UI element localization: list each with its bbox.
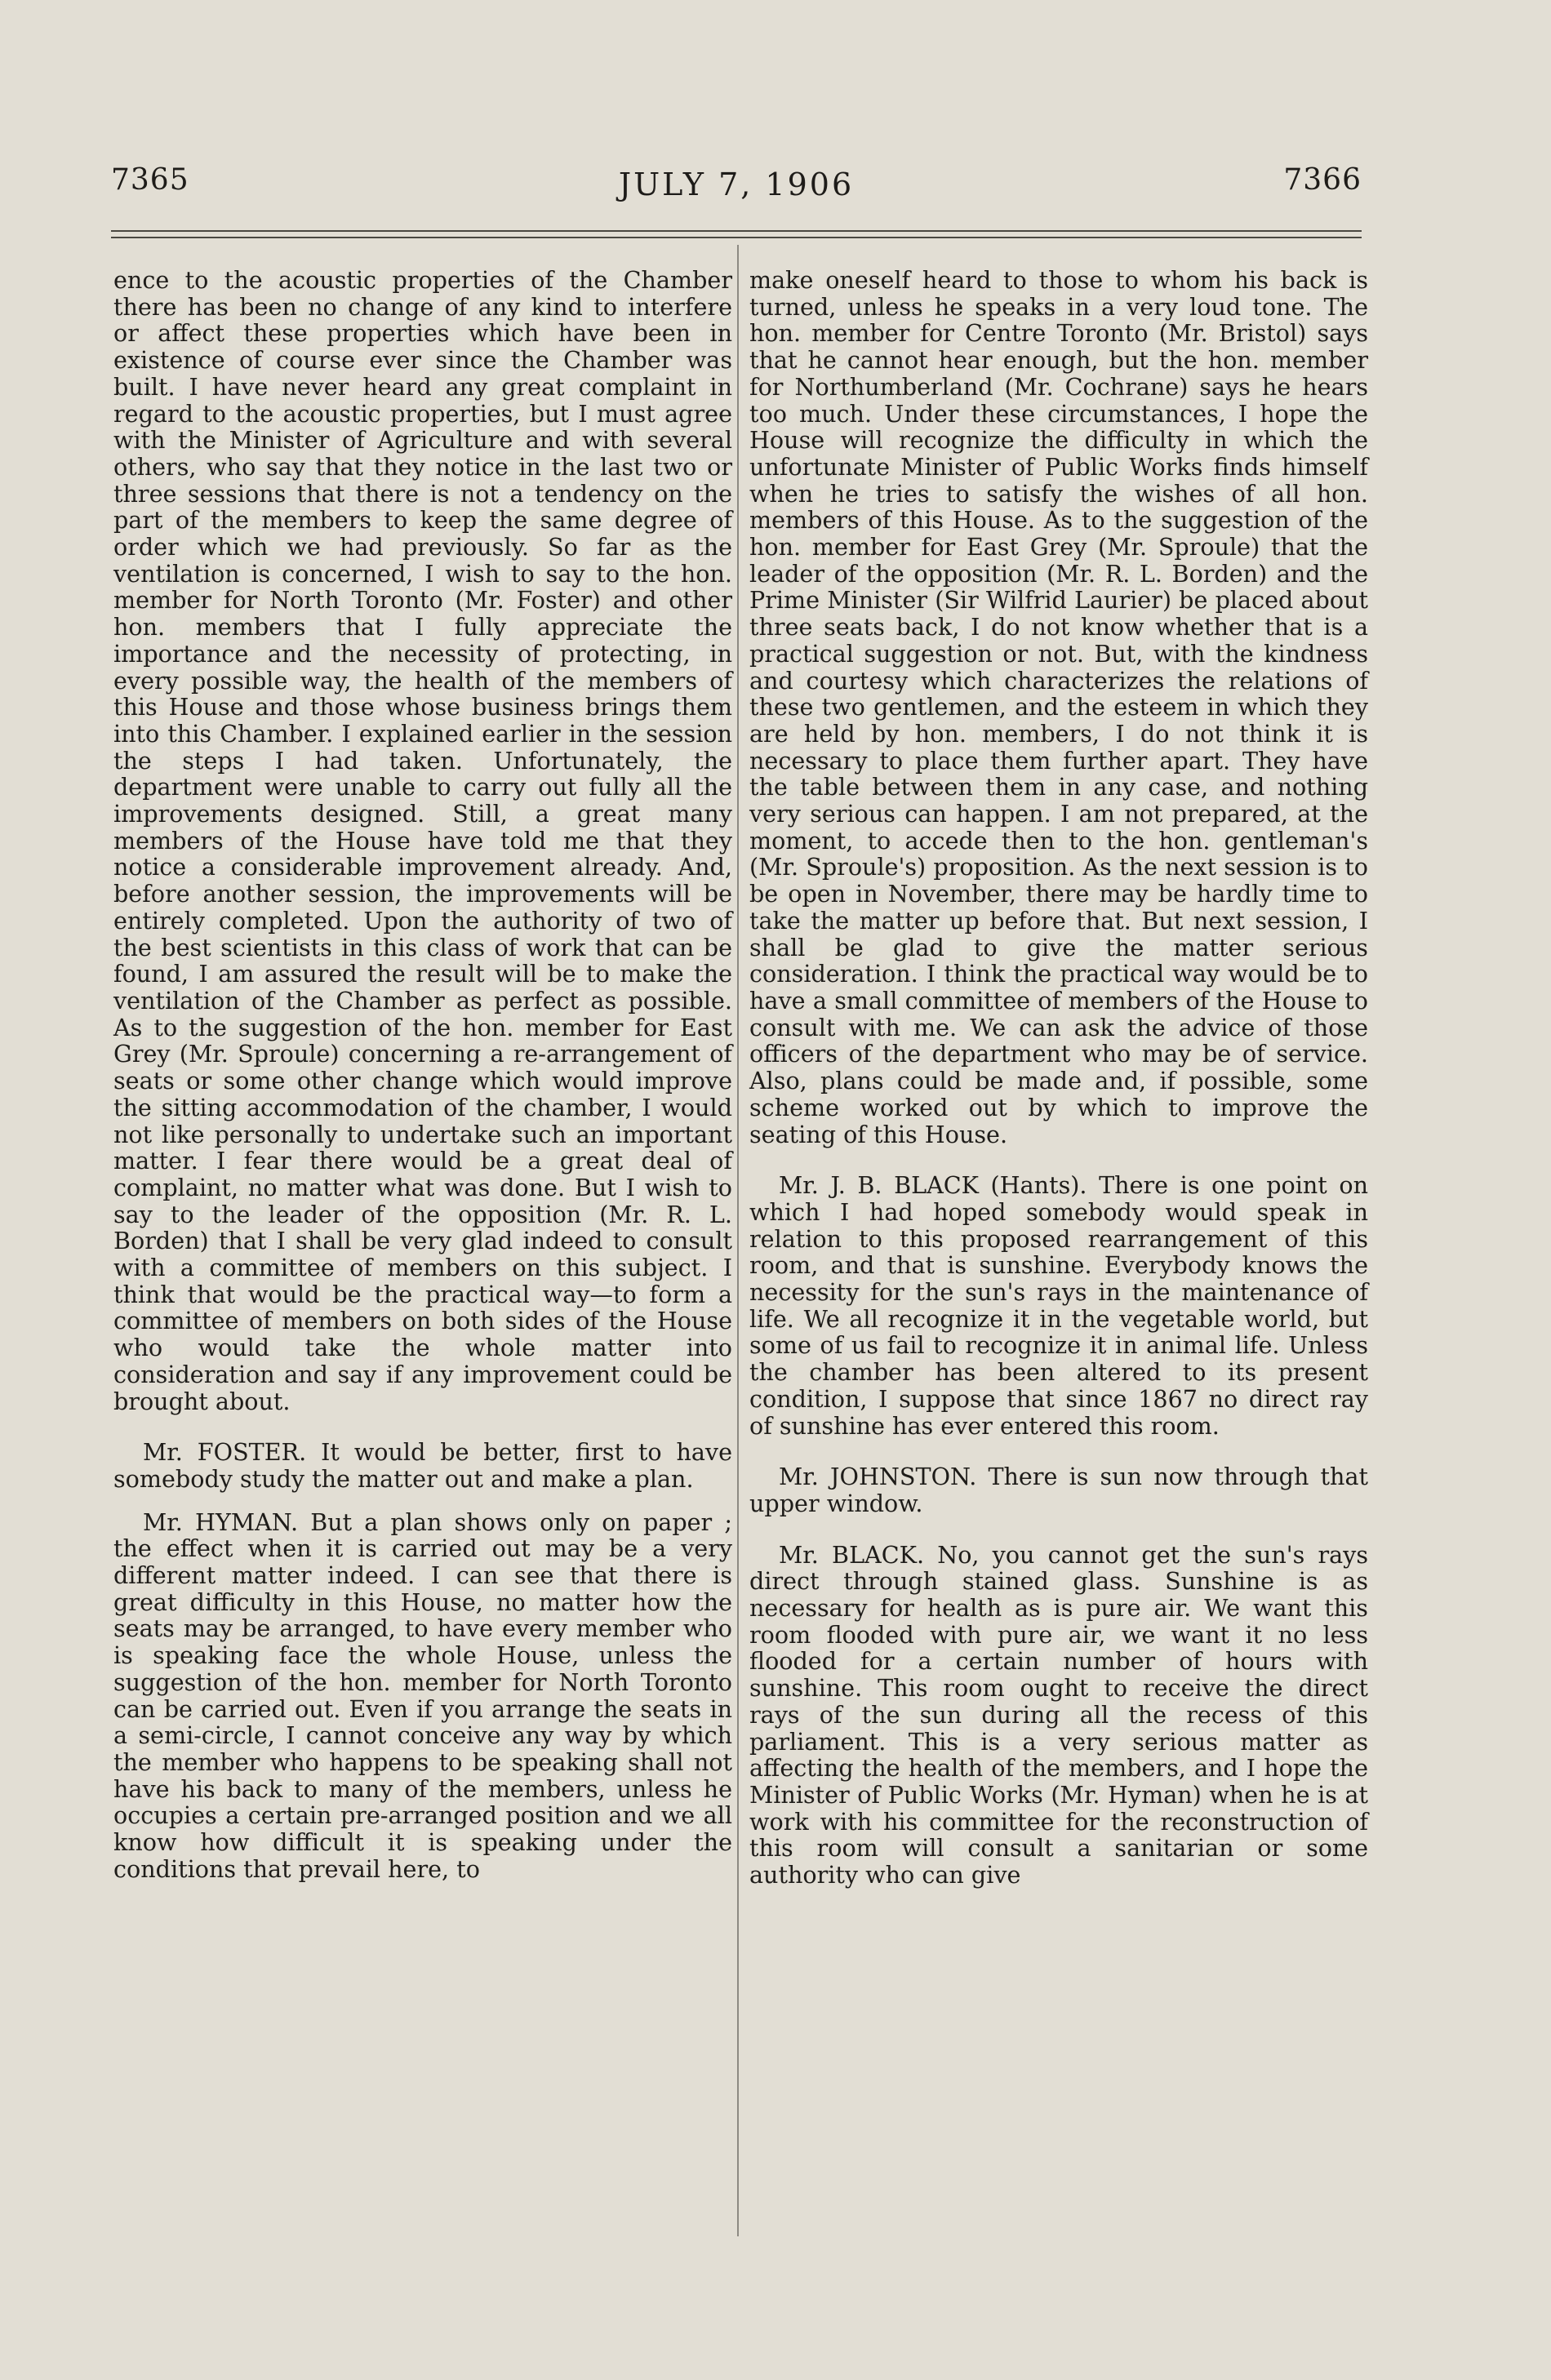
paragraph-foster: Mr. FOSTER. It would be better, first to have somebody study the matter out and make a plan. — [113, 1438, 732, 1493]
right-page-number: 7366 — [1283, 163, 1362, 197]
header-date: JULY 7, 1906 — [618, 167, 855, 202]
left-page-number: 7365 — [111, 163, 189, 197]
right-column — [749, 267, 1368, 1889]
page-header — [111, 163, 1362, 212]
paragraph-hyman-continued: ence to the acoustic properties of the Chamber there has been no change of any kind to interfere or affect these properties which have been in existence of course ever since the Chamber was built. I have never heard any great complaint in regard to the acoustic properties, but I must agree with the Minister of Agriculture and with several others, who say that they notice in the last two or three sessions that there is not a tendency on the part of the members to keep the same degree of order which we had previously. So far as the ventilation is concerned, I wish to say to the hon. member for North Toronto (Mr. Foster) and other hon. members that I fully appreciate the importance and the necessity of protecting, in every possible way, the health of the members of this House and those whose business brings them into this Chamber. I explained earlier in the session the steps I had taken. Unfortunately, the department were unable to carry out fully all the improvements designed. Still, a great many members of the House have told me that they notice a considerable improvement already. And, before another session, the improvements will be entirely completed. Upon the authority of two of the best scientists in this class of work that can be found, I am assured the result will be to make the ventilation of the Chamber as perfect as possible. As to the suggestion of the hon. member for East Grey (Mr. Sproule) concerning a re-arrangement of seats or some other change which would improve the sitting accommodation of the chamber, I would not like personally to undertake such an important matter. I fear there would be a great deal of complaint, no matter what was done. But I wish to say to the leader of the opposition (Mr. R. L. Borden) that I shall be very glad indeed to consult with a committee of members on this subject. I think that would be the practical way—to form a committee of members on both sides of the House who would take the whole matter into consideration and say if any improvement could be brought about. — [113, 266, 732, 1415]
paragraph-johnston: Mr. JOHNSTON. There is sun now through that upper window. — [749, 1463, 1368, 1517]
paragraph-hyman: Mr. HYMAN. But a plan shows only on paper ; the effect when it is carried out may be a very different matter indeed. I can see that there is great difficulty in this House, no matter how the seats may be arranged, to have every member who is speaking face the whole House, unless the suggestion of the hon. member for North Toronto can be carried out. Even if you arrange the seats in a semi-circle, I cannot conceive any way by which the member who happens to be speaking shall not have his back to many of the members, unless he occupies a certain pre-arranged position and we all know how difficult it is speaking under the conditions that prevail here, to — [113, 1507, 732, 1883]
column-divider — [737, 245, 739, 2236]
paragraph-black-hants: Mr. J. B. BLACK (Hants). There is one point on which I had hoped somebody would speak in relation to this proposed rearrangement of this room, and that is sunshine. Everybody knows the necessity for the sun's rays in the maintenance of life. We all recognize it in the vegetable world, but some of us fail to recognize it in animal life. Unless the chamber has been altered to its present condition, I suppose that since 1867 no direct ray of sunshine has ever entered this room. — [749, 1171, 1368, 1440]
paragraph-hyman-continued-right: make oneself heard to those to whom his back is turned, unless he speaks in a very loud tone. The hon. member for Centre Toronto (Mr. Bristol) says that he cannot hear enough, but the hon. member for Northumberland (Mr. Cochrane) says he hears too much. Under these circumstances, I hope the House will recognize the difficulty in which the unfortunate Minister of Public Works finds himself when he tries to satisfy the wishes of all hon. members of this House. As to the suggestion of the hon. member for East Grey (Mr. Sproule) that the leader of the opposition (Mr. R. L. Borden) and the Prime Minister (Sir Wilfrid Laurier) be placed about three seats back, I do not know whether that is a practical suggestion or not. But, with the kindness and courtesy which characterizes the relations of these two gentlemen, and the esteem in which they are held by hon. members, I do not think it is necessary to place them further apart. They have the table between them in any case, and nothing very serious can happen. I am not prepared, at the moment, to accede then to the hon. gentleman's (Mr. Sproule's) proposition. As the next session is to be open in November, there may be hardly time to take the matter up before that. But next session, I shall be glad to give the matter serious consideration. I think the practical way would be to have a small committee of members of the House to consult with me. We can ask the advice of those officers of the department who may be of service. Also, plans could be made and, if possible, some scheme worked out by which to improve the seating of this House. — [749, 266, 1368, 1148]
left-column — [113, 267, 732, 1882]
paragraph-black: Mr. BLACK. No, you cannot get the sun's rays direct through stained glass. Sunshine is as necessary for health as is pure air. We want this room flooded with pure air, we want it no less flooded for a certain number of hours with sunshine. This room ought to receive the direct rays of the sun during all the recess of this parliament. This is a very serious matter as affecting the health of the members, and I hope the Minister of Public Works (Mr. Hyman) when he is at work with his committee for the reconstruction of this room will consult a sanitarian or some authority who can give — [749, 1540, 1368, 1889]
header-double-rule — [111, 230, 1362, 238]
